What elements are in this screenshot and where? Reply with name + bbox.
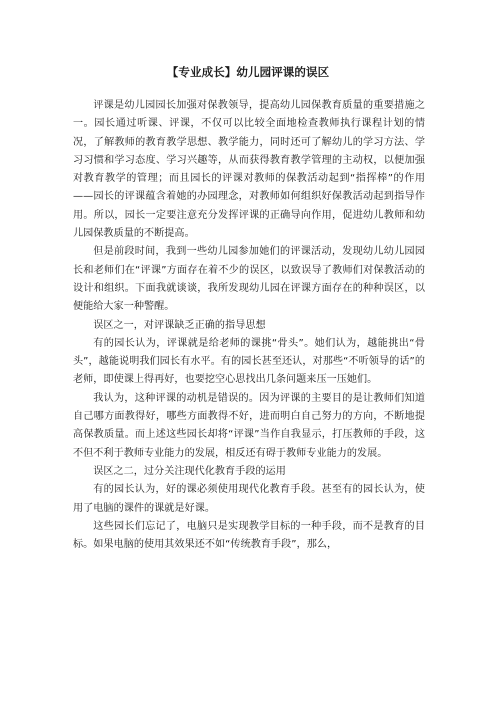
section-heading: 误区之二，过分关注现代化教育手段的运用 — [93, 465, 286, 477]
paragraph: 有的园长认为，评课就是给老师的课挑“骨头”。她们认为，越能挑出“骨头”，越能说明我们园长有水平。有的园长甚至还认，对那些“不听领导的话”的老师，即使课上得再好，也要挖空心思找出几条问题来压一压她们。 — [73, 337, 425, 386]
paragraph: 我认为，这种评课的动机是错误的。因为评课的主要目的是让教师们知道自己哪方面教得好，哪些方面教得不好，进而明白自己努力的方向，不断地提高保教质量。而上述这些园长却将“评课”当作自我显示，打压教师的手段，这不但不利于教师专业能力的发展，相反还有碍于教师专业能力的发展。 — [73, 392, 425, 459]
paragraph: 但是前段时间，我到一些幼儿园参加她们的评课活动，发现幼儿幼儿园园长和老师们在“评课”方面存在着不少的误区，以致误导了教师们对保教活动的设计和组织。下面我就谈谈，我所发现幼儿园在评课方面存在的种种误区，以便能给大家一种警醒。 — [73, 246, 425, 313]
document-body — [73, 97, 425, 554]
section-heading: 误区之一，对评课缺乏正确的指导思想 — [93, 319, 266, 331]
document-title: 【专业成长】幼儿园评课的误区 — [166, 65, 330, 79]
paragraph: 有的园长认为，好的课必须使用现代化教育手段。甚至有的园长认为，使用了电脑的课件的课就是好课。 — [73, 484, 425, 514]
paragraph: 这些园长们忘记了，电脑只是实现教学目标的一种手段，而不是教育的目标。如果电脑的使用其效果还不如“传统教育手段”，那么， — [73, 520, 425, 551]
paragraph: 评课是幼儿园园长加强对保教领导，提高幼儿园保教育质量的重要措施之一。园长通过听课、评课，不仅可以比较全面地检查教师执行课程计划的情况，了解教师的教育教学思想、教学能力，同时还可了解幼儿的学习方法、学习习惯和学习态度、学习兴趣等，从而获得教育教学管理的主动权，以便加强对教育教学的管理；而且园长的评课对教师的保教活动起到“指挥棒”的作用——园长的评课蕴含着她的办园理念，对教师如何组织好保教活动起到指导作用。所以，园长一定要注意充分发挥评课的正确导向作用，促进幼儿教师和幼儿园保教质量的不断提高。 — [73, 100, 425, 240]
